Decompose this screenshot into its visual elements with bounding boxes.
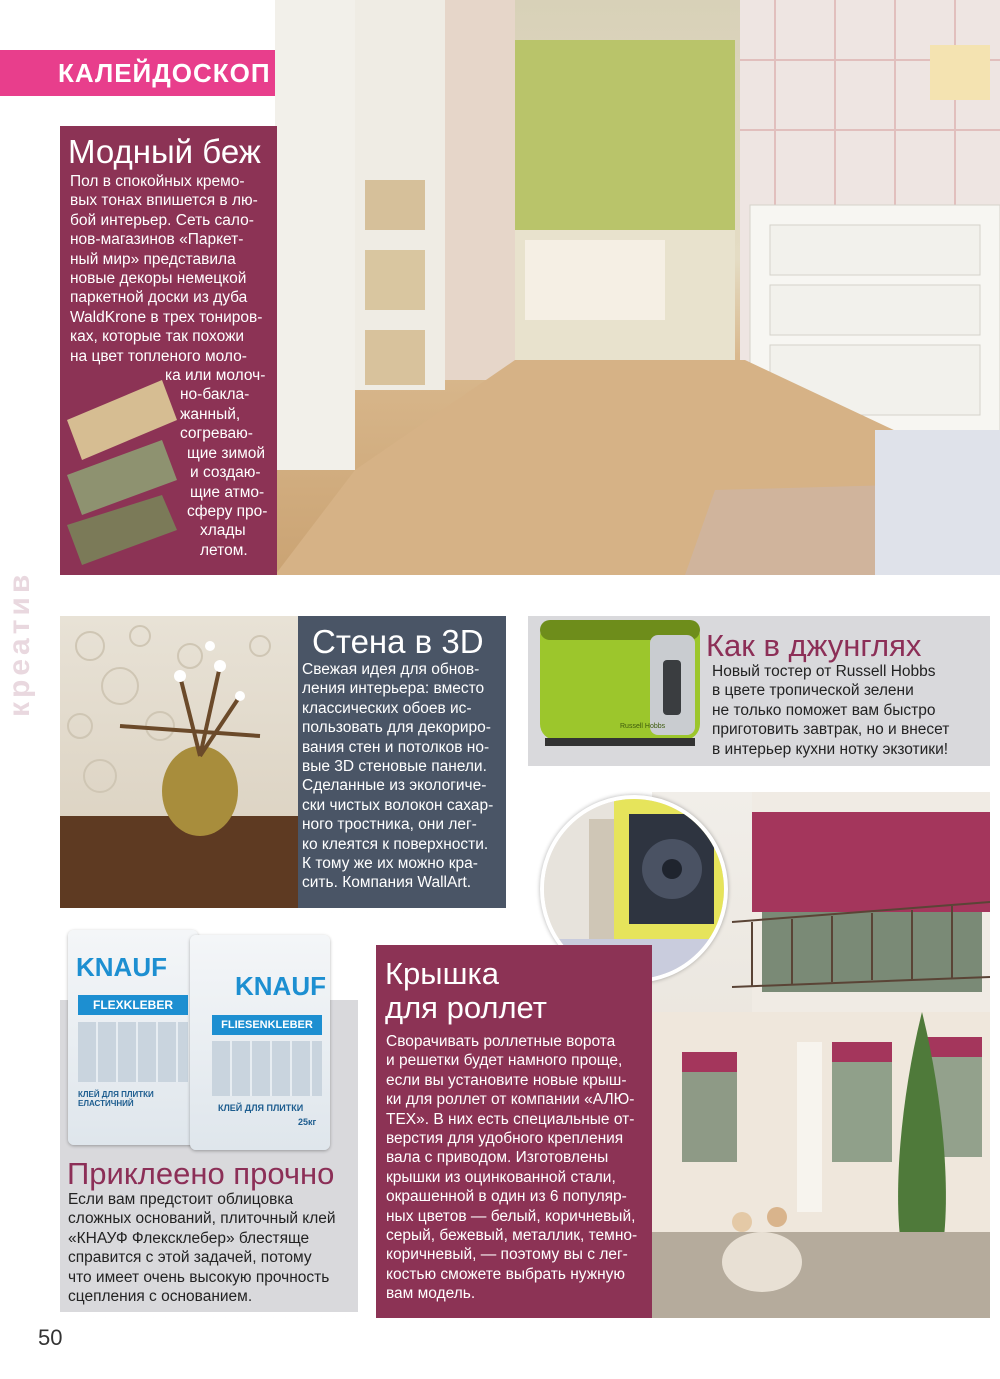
wall-3d-text: [302, 660, 507, 893]
wall-3d-line: вые 3D стеновые панели.: [302, 758, 487, 776]
bedroom-photo: [275, 0, 1000, 575]
beige-line: но-бакла-: [180, 386, 250, 404]
jungle-panel-bottom-edge: [528, 762, 990, 774]
wall-3d-line: Свежая идея для обнов-: [302, 661, 480, 678]
beige-line: летом.: [200, 541, 248, 559]
glue-panel-bottom-edge: [60, 1308, 358, 1320]
beige-line: на цвет топленого моло-: [70, 347, 247, 365]
glue-line: сложных оснований, плиточный клей: [68, 1210, 336, 1228]
beige-line: WaldKrone в трех тониров-: [70, 308, 263, 326]
beige-line: щие атмо-: [190, 483, 265, 501]
bag2-desc: КЛЕЙ ДЛЯ ПЛИТКИ: [218, 1103, 304, 1113]
bag2-weight: 25кг: [298, 1117, 317, 1127]
roll-line: ки для роллет от компании «АЛЮ-: [386, 1091, 635, 1109]
beige-line: бой интерьер. Сеть сало-: [70, 211, 254, 229]
side-text: креатив: [3, 570, 36, 717]
wall-3d-line: сить. Компания WallArt.: [302, 874, 472, 892]
beige-line: ках, которые так похожи: [70, 328, 245, 346]
glue-title: Приклеено прочно: [67, 1156, 335, 1191]
wood-samples-image: [62, 380, 182, 570]
roll-line: ТЕХ». В них есть специальные от-: [386, 1110, 635, 1128]
jungle-line: в цвете тропической зелени: [712, 682, 914, 700]
bag1-name-text: FLEXKLEBER: [92, 998, 173, 1012]
bag1-desc: КЛЕЙ ДЛЯ ПЛИТКИ ЕЛАСТИЧНИЙ: [78, 1090, 154, 1108]
beige-title: Модный беж: [68, 133, 261, 170]
wall-3d-line: Сделанные из экологиче-: [302, 777, 487, 795]
roll-title-line-1: Крышка: [385, 956, 499, 991]
jungle-line: приготовить завтрак, но и внесет: [712, 721, 950, 739]
glue-text: [68, 1190, 353, 1306]
roll-text: [386, 1032, 651, 1304]
wall-3d-line: ления интерьера: вместо: [302, 680, 485, 698]
roll-panel-bottom-edge: [376, 1313, 652, 1325]
wall-3d-photo: [60, 616, 298, 908]
roll-title: [385, 957, 547, 1025]
jungle-line: Новый тостер от Russell Hobbs: [712, 663, 936, 680]
jungle-line: в интерьер кухни нотку экзотики!: [712, 740, 949, 758]
bag2-name: [212, 1015, 322, 1035]
beige-line: ка или молоч-: [165, 367, 266, 385]
roll-line: верстия для удобного крепления: [386, 1130, 624, 1148]
jungle-title: Как в джунглях: [706, 628, 922, 663]
wall-3d-line: ко клеятся к поверхности.: [302, 835, 489, 853]
wall-3d-line: ски чистых волокон сахар-: [302, 796, 494, 814]
glue-line: что имеет очень высокую прочность: [68, 1268, 330, 1286]
wall-3d-line: вания стен и потолков но-: [302, 738, 490, 756]
beige-line: новые декоры немецкой: [70, 270, 247, 288]
roll-line: окрашенной в один из 6 популяр-: [386, 1188, 627, 1206]
roll-line: Сворачивать роллетные ворота: [386, 1033, 616, 1050]
bag1-tiles: [78, 1022, 188, 1082]
glue-line: Если вам предстоит облицовка: [68, 1191, 294, 1208]
beige-line: Пол в спокойных кремо-: [70, 173, 245, 190]
glue-line: сцепления с основанием.: [68, 1288, 253, 1306]
beige-line: ный мир» представила: [70, 250, 236, 268]
beige-line: согреваю-: [180, 425, 253, 443]
beige-line: нов-магазинов «Паркет-: [70, 231, 244, 249]
knauf-fliesenkleber-bag-image: [190, 935, 330, 1150]
glue-line: «КНАУФ Флексклебер» блестяще: [68, 1229, 310, 1247]
bag1-name: [78, 995, 188, 1015]
beige-line: и создаю-: [190, 464, 261, 482]
knauf-flexkleber-bag-image: [68, 930, 198, 1145]
beige-line: паркетной доски из дуба: [70, 289, 248, 307]
wall-3d-panel-bottom-edge: [298, 903, 506, 915]
bag2-brand: KNAUF: [235, 971, 326, 1001]
wall-3d-line: классических обоев ис-: [302, 699, 472, 717]
roll-line: костью сможете выбрать нужную: [386, 1265, 626, 1283]
beige-line: хлады: [200, 522, 246, 540]
toaster-brand: Russell Hobbs: [620, 723, 666, 730]
roll-line: если вы установите новые крыш-: [386, 1071, 627, 1089]
page-number: 50: [38, 1325, 63, 1350]
bag1-brand: KNAUF: [76, 952, 167, 982]
beige-line: щие зимой: [187, 444, 266, 462]
glue-line: справится с этой задачей, потому: [68, 1249, 312, 1267]
jungle-text: [712, 662, 987, 759]
beige-line: вых тонах впишется в лю-: [70, 192, 258, 210]
roll-line: и решетки будет намного проще,: [386, 1052, 623, 1070]
roll-line: ных цветов — белый, коричневый,: [386, 1207, 636, 1225]
roll-line: коричневый, — поэтому вы с лег-: [386, 1246, 628, 1264]
bag2-name-text: FLIESENKLEBER: [221, 1019, 313, 1031]
wall-3d-title: Стена в 3D: [312, 623, 484, 660]
bag2-tiles: [212, 1041, 322, 1096]
roll-line: серый, бежевый, металлик, темно-: [386, 1227, 638, 1245]
roll-title-line-2: для роллет: [385, 990, 547, 1025]
wall-3d-line: ного тростника, они лег-: [302, 816, 477, 834]
beige-line: жанный,: [180, 405, 241, 423]
toaster-image: [525, 610, 715, 750]
roll-line: вала с приводом. Изготовлены: [386, 1149, 609, 1167]
wall-3d-line: пользовать для декориро-: [302, 719, 491, 737]
roll-line: вам модель.: [386, 1285, 476, 1303]
beige-line: сферу про-: [187, 502, 268, 520]
roll-line: крышки из оцинкованной стали,: [386, 1168, 616, 1186]
wall-3d-line: К тому же их можно кра-: [302, 855, 478, 873]
header-brand: КАЛЕЙДОСКОП: [58, 57, 271, 88]
jungle-line: не только поможет вам быстро: [712, 701, 936, 719]
